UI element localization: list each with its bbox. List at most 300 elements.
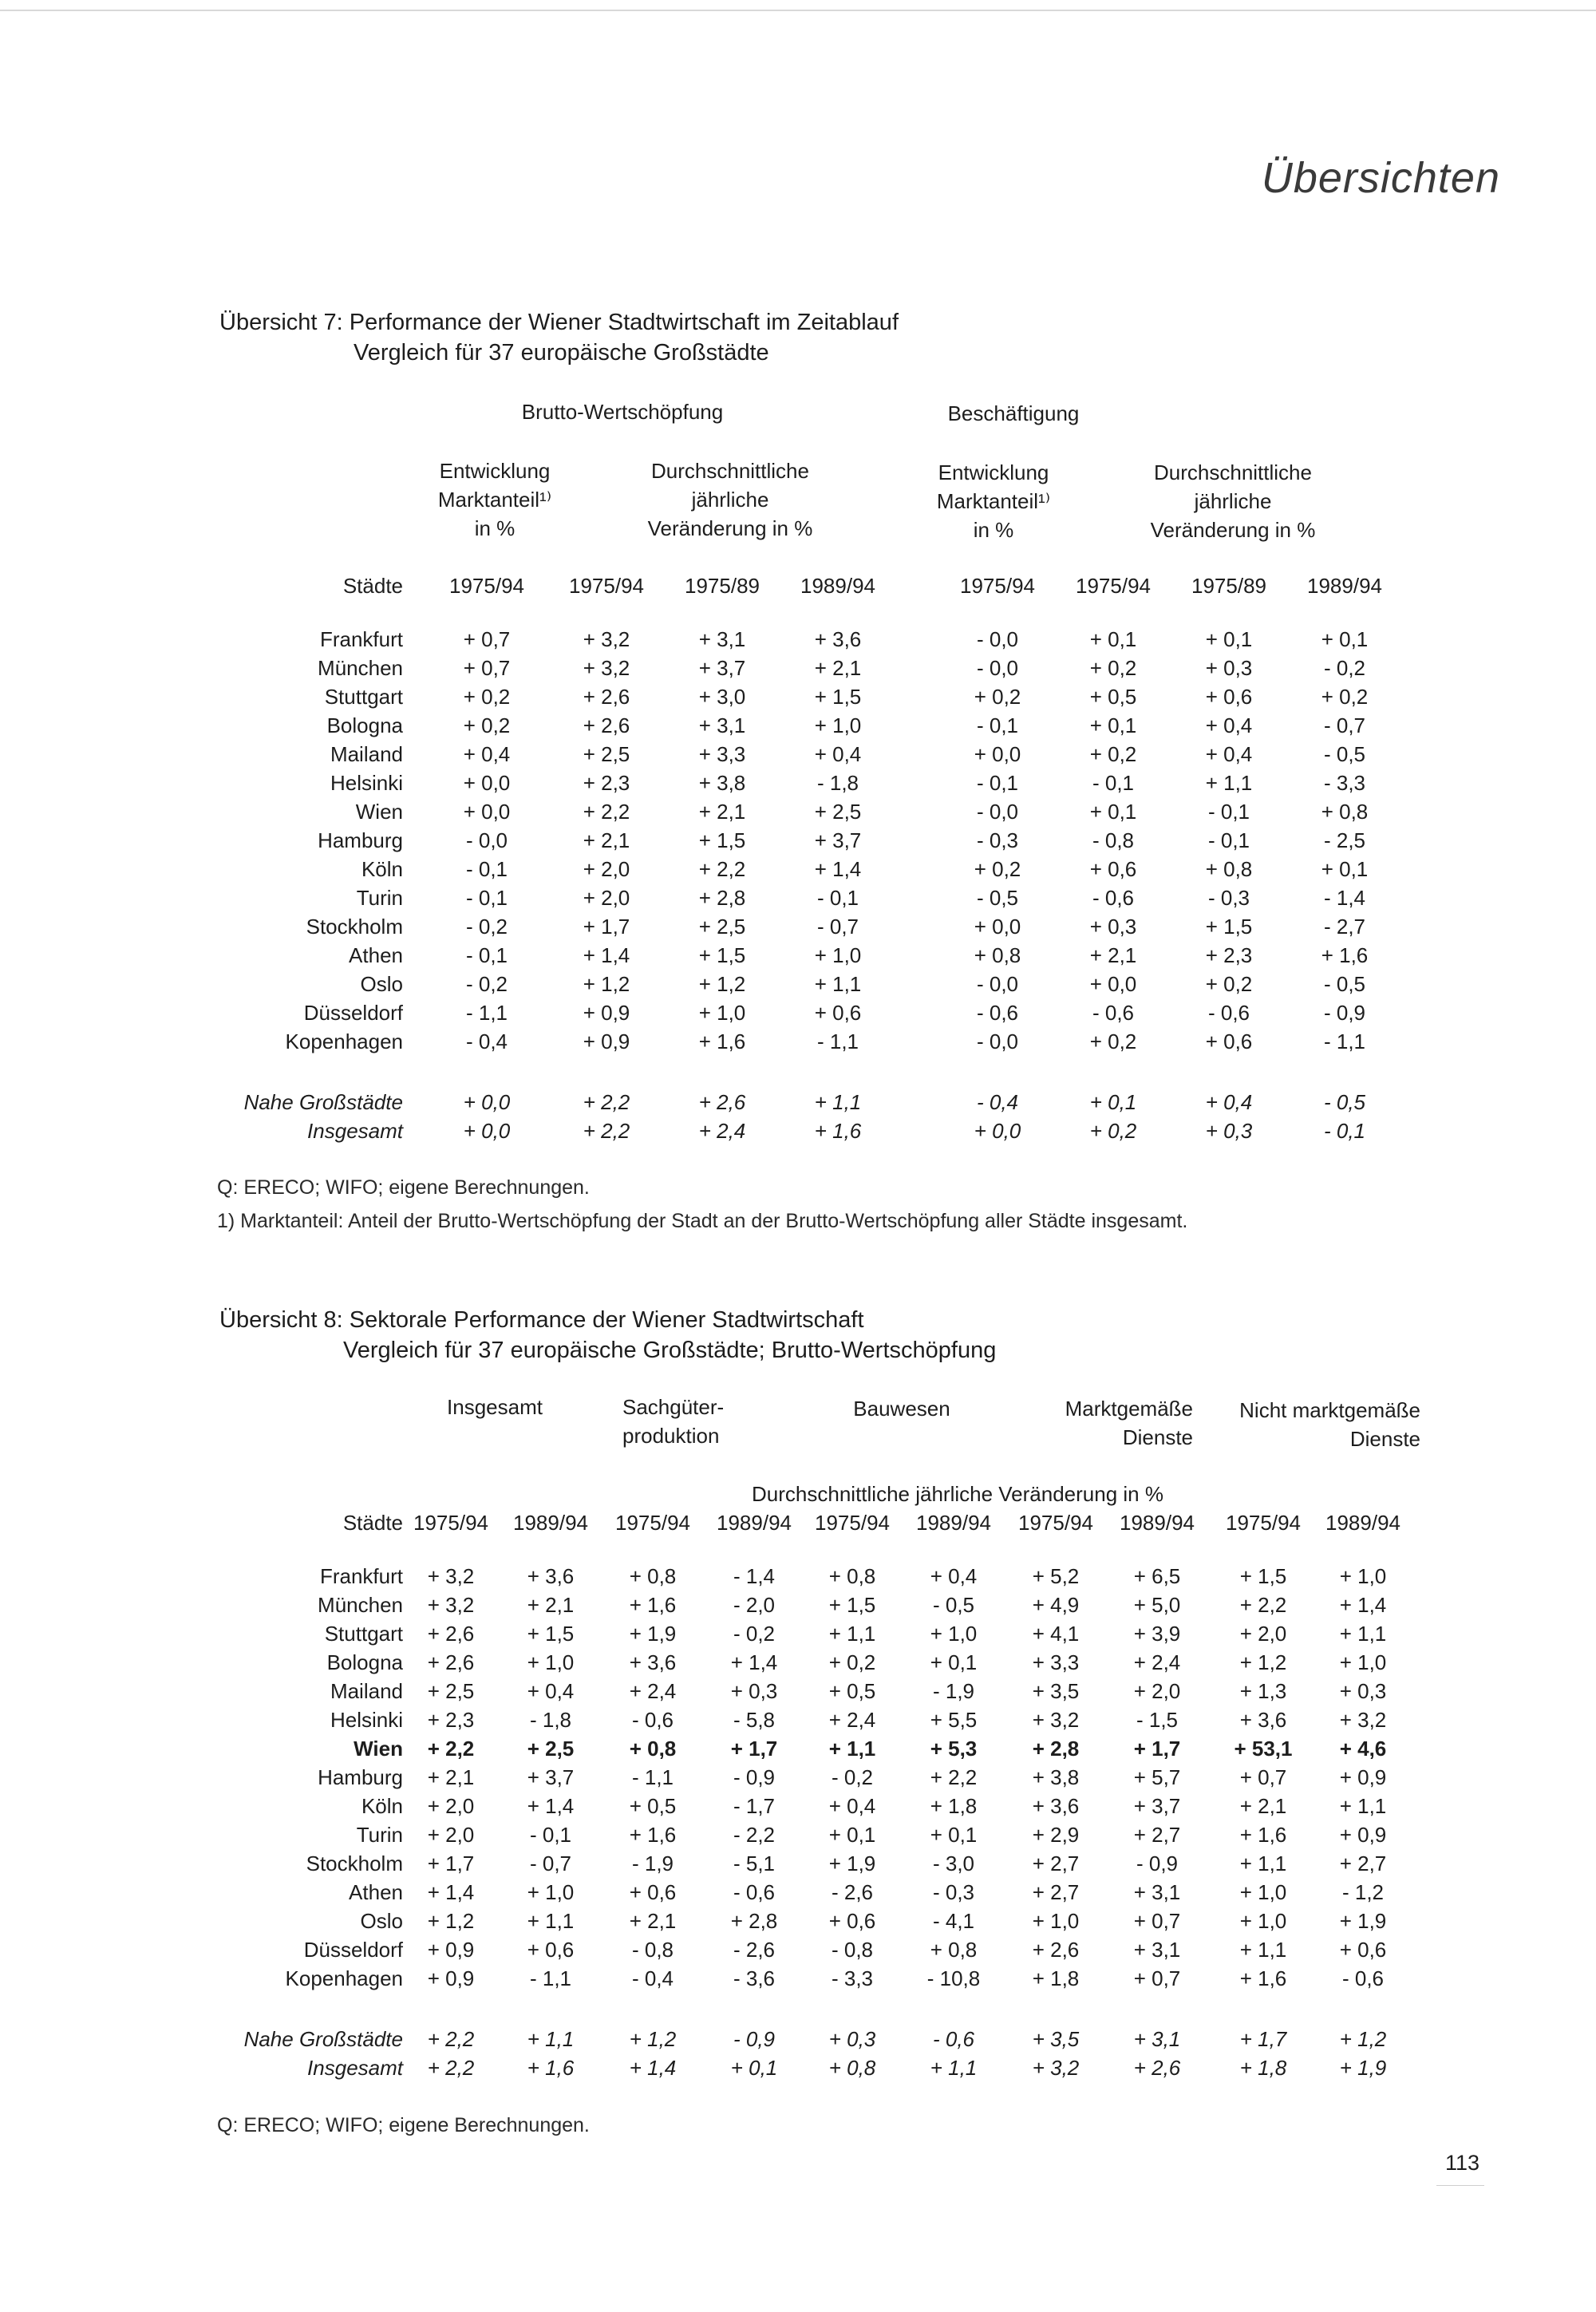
table-cell: + 1,9 bbox=[629, 1622, 677, 1646]
table-cell: + 3,2 bbox=[1032, 2056, 1080, 2080]
table-cell: - 2,0 bbox=[733, 1593, 776, 1617]
table-cell: + 5,2 bbox=[1032, 1564, 1080, 1588]
table-cell: + 2,7 bbox=[1339, 1852, 1387, 1875]
table-cell: + 5,5 bbox=[930, 1708, 978, 1732]
table-cell: + 0,1 bbox=[1089, 1090, 1137, 1114]
table-cell: + 2,0 bbox=[427, 1794, 475, 1818]
table-cell: + 1,5 bbox=[1205, 915, 1253, 939]
table8-sector-marktgemaess bbox=[1009, 1394, 1193, 1452]
table-cell: + 1,7 bbox=[583, 915, 630, 939]
table-cell: + 1,6 bbox=[629, 1823, 677, 1847]
table-cell: + 0,5 bbox=[1089, 685, 1137, 709]
table-cell: + 0,5 bbox=[629, 1794, 677, 1818]
table-row bbox=[0, 912, 1596, 941]
table-cell: + 0,2 bbox=[974, 685, 1021, 709]
table-cell: + 2,0 bbox=[1239, 1622, 1287, 1646]
period-header: 1975/94 bbox=[960, 574, 1035, 598]
sector-line: Bauwesen bbox=[853, 1397, 950, 1421]
table-cell: + 0,3 bbox=[1205, 656, 1253, 680]
table-cell: + 3,6 bbox=[1032, 1794, 1080, 1818]
table-cell: + 0,6 bbox=[814, 1001, 862, 1025]
table7-sub-durchschnitt-besch bbox=[1129, 458, 1337, 544]
table-cell: + 3,2 bbox=[583, 656, 630, 680]
table-cell: + 1,9 bbox=[828, 1852, 876, 1875]
sector-line: Dienste bbox=[1122, 1425, 1193, 1449]
table-cell: + 2,2 bbox=[427, 2027, 475, 2051]
row-city: Frankfurt bbox=[319, 1564, 403, 1588]
table-row bbox=[0, 625, 1596, 654]
table-cell: - 1,8 bbox=[529, 1708, 572, 1732]
table-cell: + 2,6 bbox=[1032, 1938, 1080, 1962]
table-cell: + 2,0 bbox=[583, 857, 630, 881]
table-cell: + 0,2 bbox=[463, 685, 511, 709]
table-cell: + 1,0 bbox=[930, 1622, 978, 1646]
table-row bbox=[0, 1027, 1596, 1056]
table-cell: - 0,1 bbox=[465, 943, 508, 967]
table-cell: + 0,8 bbox=[930, 1938, 978, 1962]
table-cell: + 0,2 bbox=[463, 713, 511, 737]
row-city: Kopenhagen bbox=[285, 1030, 403, 1053]
period-header: 1989/94 bbox=[916, 1511, 991, 1535]
table-cell: + 1,4 bbox=[814, 857, 862, 881]
period-header: 1989/94 bbox=[1325, 1511, 1400, 1535]
table-row bbox=[0, 1734, 1596, 1763]
table-cell: + 1,2 bbox=[1339, 2027, 1387, 2051]
table-cell: + 1,0 bbox=[814, 943, 862, 967]
period-header: 1989/94 bbox=[1307, 574, 1382, 598]
table-cell: + 1,9 bbox=[1339, 1909, 1387, 1933]
table-cell: + 1,4 bbox=[583, 943, 630, 967]
sub-line: Entwicklung bbox=[938, 460, 1049, 484]
row-city: Frankfurt bbox=[319, 627, 403, 651]
table-cell: + 3,5 bbox=[1032, 2027, 1080, 2051]
period-header: 1975/94 bbox=[1076, 574, 1151, 598]
table7-summary bbox=[0, 1088, 1596, 1145]
table-cell: - 0,1 bbox=[1092, 771, 1135, 795]
table-cell: + 2,2 bbox=[1239, 1593, 1287, 1617]
table-cell: + 1,2 bbox=[1239, 1650, 1287, 1674]
row-city: Mailand bbox=[330, 1679, 403, 1703]
table-cell: + 3,7 bbox=[814, 828, 862, 852]
period-header: 1989/94 bbox=[717, 1511, 792, 1535]
table-cell: - 0,2 bbox=[1323, 656, 1366, 680]
row-city: Hamburg bbox=[318, 828, 403, 852]
row-city: Stockholm bbox=[306, 915, 403, 939]
table8-title-line1: Übersicht 8: Sektorale Performance der Wiener Stadtwirtschaft bbox=[219, 1307, 864, 1333]
table-cell: - 0,3 bbox=[932, 1880, 975, 1904]
table-cell: + 0,9 bbox=[583, 1030, 630, 1053]
row-city: Helsinki bbox=[330, 1708, 403, 1732]
table-cell: + 0,6 bbox=[1205, 1030, 1253, 1053]
table-cell: + 2,7 bbox=[1032, 1880, 1080, 1904]
table8-sector-nicht-marktgemaess bbox=[1213, 1396, 1420, 1453]
table-cell: - 1,9 bbox=[631, 1852, 674, 1875]
table-cell: - 0,6 bbox=[976, 1001, 1019, 1025]
table-cell: + 0,9 bbox=[427, 1966, 475, 1990]
table-cell: + 0,8 bbox=[629, 1737, 677, 1761]
table-cell: - 0,1 bbox=[1323, 1119, 1366, 1143]
table-cell: + 2,1 bbox=[629, 1909, 677, 1933]
table-cell: + 0,8 bbox=[1321, 800, 1369, 824]
table7-source: Q: ERECO; WIFO; eigene Berechnungen. bbox=[217, 1176, 590, 1199]
period-header: 1975/94 bbox=[449, 574, 524, 598]
row-city: Köln bbox=[361, 857, 403, 881]
table-cell: + 1,1 bbox=[828, 1737, 876, 1761]
page-number: 113 bbox=[1444, 2151, 1479, 2175]
table-cell: - 1,1 bbox=[465, 1001, 508, 1025]
table-row bbox=[0, 1088, 1596, 1116]
row-city: Hamburg bbox=[318, 1765, 403, 1789]
table-cell: + 1,6 bbox=[1321, 943, 1369, 967]
table-cell: + 3,2 bbox=[583, 627, 630, 651]
table8-title bbox=[219, 1305, 996, 1365]
table-cell: - 0,5 bbox=[1323, 972, 1366, 996]
table-cell: + 1,1 bbox=[1239, 1852, 1287, 1875]
table-cell: + 3,2 bbox=[1339, 1708, 1387, 1732]
table-cell: + 1,8 bbox=[930, 1794, 978, 1818]
table-cell: - 0,1 bbox=[465, 857, 508, 881]
table-cell: + 3,5 bbox=[1032, 1679, 1080, 1703]
table-cell: + 2,2 bbox=[698, 857, 746, 881]
sub-line: Veränderung in % bbox=[647, 516, 813, 540]
table-cell: + 2,1 bbox=[698, 800, 746, 824]
row-city: Stockholm bbox=[306, 1852, 403, 1875]
table7-sub-entwicklung-besch bbox=[914, 458, 1073, 544]
period-header: 1975/94 bbox=[615, 1511, 690, 1535]
table-row bbox=[0, 855, 1596, 883]
table-cell: + 1,5 bbox=[1239, 1564, 1287, 1588]
table-cell: + 0,7 bbox=[463, 656, 511, 680]
table7-title-line1: Übersicht 7: Performance der Wiener Stadtwirtschaft im Zeitablauf bbox=[219, 310, 899, 335]
table-cell: + 1,6 bbox=[1239, 1966, 1287, 1990]
table-cell: + 0,5 bbox=[828, 1679, 876, 1703]
row-city: Helsinki bbox=[330, 771, 403, 795]
table-cell: + 2,6 bbox=[427, 1622, 475, 1646]
table8-sector-insgesamt bbox=[415, 1393, 575, 1421]
table-cell: + 1,4 bbox=[427, 1880, 475, 1904]
table-cell: - 0,1 bbox=[1207, 800, 1250, 824]
table-row bbox=[0, 769, 1596, 797]
table-cell: + 0,1 bbox=[1321, 627, 1369, 651]
table-cell: + 1,5 bbox=[828, 1593, 876, 1617]
table-cell: - 1,4 bbox=[1323, 886, 1366, 910]
table-cell: + 5,7 bbox=[1133, 1765, 1181, 1789]
table-cell: + 3,8 bbox=[698, 771, 746, 795]
table-cell: + 2,1 bbox=[527, 1593, 575, 1617]
row-city: Bologna bbox=[326, 1650, 403, 1674]
table-cell: + 0,2 bbox=[1089, 1030, 1137, 1053]
table-cell: - 3,3 bbox=[1323, 771, 1366, 795]
table-cell: + 3,0 bbox=[698, 685, 746, 709]
table-cell: + 1,0 bbox=[1339, 1564, 1387, 1588]
period-header: 1989/94 bbox=[800, 574, 875, 598]
table-row bbox=[0, 682, 1596, 711]
table8-title-line2: Vergleich für 37 europäische Großstädte; Brutto-Wertschöpfung bbox=[343, 1338, 997, 1363]
table-cell: + 1,6 bbox=[527, 2056, 575, 2080]
table-cell: + 2,5 bbox=[427, 1679, 475, 1703]
table8-summary bbox=[0, 2025, 1596, 2082]
table-cell: + 3,6 bbox=[629, 1650, 677, 1674]
table-cell: - 1,1 bbox=[631, 1765, 674, 1789]
sub-line: Marktanteil¹⁾ bbox=[437, 488, 552, 512]
table-row bbox=[0, 1935, 1596, 1964]
page-number-rule bbox=[1436, 2185, 1484, 2186]
table-cell: + 1,6 bbox=[814, 1119, 862, 1143]
table-cell: + 1,1 bbox=[1239, 1938, 1287, 1962]
table-cell: + 0,8 bbox=[828, 1564, 876, 1588]
table-cell: + 4,6 bbox=[1339, 1737, 1387, 1761]
table-cell: - 0,9 bbox=[1323, 1001, 1366, 1025]
table-cell: + 2,1 bbox=[583, 828, 630, 852]
table-cell: - 1,4 bbox=[733, 1564, 776, 1588]
table-cell: + 3,8 bbox=[1032, 1765, 1080, 1789]
table-cell: + 1,6 bbox=[629, 1593, 677, 1617]
table-cell: + 0,1 bbox=[930, 1650, 978, 1674]
table-cell: - 0,9 bbox=[1136, 1852, 1179, 1875]
table-cell: + 0,1 bbox=[1089, 713, 1137, 737]
table-cell: + 0,1 bbox=[930, 1823, 978, 1847]
table-cell: - 0,6 bbox=[1092, 1001, 1135, 1025]
table-cell: + 1,4 bbox=[629, 2056, 677, 2080]
period-header: 1989/94 bbox=[1120, 1511, 1195, 1535]
table-cell: + 3,3 bbox=[1032, 1650, 1080, 1674]
table8-sector-sachgueter bbox=[622, 1393, 782, 1450]
table-row bbox=[0, 711, 1596, 740]
table-cell: + 2,3 bbox=[1205, 943, 1253, 967]
table-cell: + 1,2 bbox=[629, 2027, 677, 2051]
period-header: 1975/94 bbox=[1226, 1511, 1301, 1535]
row-city: Turin bbox=[356, 1823, 403, 1847]
table7-title-line2: Vergleich für 37 europäische Großstädte bbox=[354, 340, 769, 366]
table-cell: + 0,4 bbox=[527, 1679, 575, 1703]
table-cell: - 0,6 bbox=[1207, 1001, 1250, 1025]
table-cell: + 2,8 bbox=[1032, 1737, 1080, 1761]
table-cell: + 0,2 bbox=[974, 857, 1021, 881]
table-cell: + 2,7 bbox=[1032, 1852, 1080, 1875]
table-cell: + 5,0 bbox=[1133, 1593, 1181, 1617]
table-cell: + 2,8 bbox=[730, 1909, 778, 1933]
table-row bbox=[0, 1677, 1596, 1705]
table-cell: - 0,1 bbox=[465, 886, 508, 910]
table-cell: + 0,9 bbox=[1339, 1765, 1387, 1789]
row-city: Oslo bbox=[360, 972, 403, 996]
table-cell: - 0,7 bbox=[529, 1852, 572, 1875]
table-row bbox=[0, 1964, 1596, 1993]
table7-group-bws: Brutto-Wertschöpfung bbox=[521, 400, 724, 424]
table7-body bbox=[0, 625, 1596, 1056]
table-row bbox=[0, 1820, 1596, 1849]
table-cell: + 1,5 bbox=[814, 685, 862, 709]
table-cell: + 1,1 bbox=[527, 2027, 575, 2051]
table-cell: + 0,4 bbox=[828, 1794, 876, 1818]
table-cell: + 0,1 bbox=[1205, 627, 1253, 651]
table-cell: + 1,4 bbox=[527, 1794, 575, 1818]
table-cell: - 1,5 bbox=[1136, 1708, 1179, 1732]
period-header: 1975/94 bbox=[569, 574, 644, 598]
row-city: Insgesamt bbox=[307, 2056, 403, 2080]
sub-line: Entwicklung bbox=[439, 459, 551, 483]
table-cell: + 0,9 bbox=[427, 1938, 475, 1962]
table-cell: + 0,6 bbox=[1089, 857, 1137, 881]
table-cell: - 0,1 bbox=[976, 771, 1019, 795]
table-cell: + 2,0 bbox=[1133, 1679, 1181, 1703]
table-cell: + 1,1 bbox=[1339, 1622, 1387, 1646]
sub-line: jährliche bbox=[1194, 489, 1272, 513]
table-cell: + 2,5 bbox=[527, 1737, 575, 1761]
table-cell: + 0,7 bbox=[1239, 1765, 1287, 1789]
table-cell: + 1,2 bbox=[427, 1909, 475, 1933]
table-cell: - 0,1 bbox=[1207, 828, 1250, 852]
table-cell: + 0,2 bbox=[1089, 656, 1137, 680]
row-city: Kopenhagen bbox=[285, 1966, 403, 1990]
table-cell: + 0,8 bbox=[629, 1564, 677, 1588]
table-cell: - 0,1 bbox=[976, 713, 1019, 737]
table-cell: - 0,5 bbox=[932, 1593, 975, 1617]
sub-line: in % bbox=[474, 516, 516, 540]
table-cell: + 4,1 bbox=[1032, 1622, 1080, 1646]
table8-sector-bauwesen bbox=[822, 1394, 982, 1423]
table-cell: + 1,5 bbox=[698, 828, 746, 852]
table-cell: - 2,6 bbox=[831, 1880, 874, 1904]
table-row bbox=[0, 1763, 1596, 1792]
table-cell: + 2,6 bbox=[583, 685, 630, 709]
sub-line: Durchschnittliche bbox=[651, 459, 809, 483]
period-header: 1975/89 bbox=[685, 574, 760, 598]
table-row bbox=[0, 1849, 1596, 1878]
table-row bbox=[0, 970, 1596, 998]
table-cell: - 1,8 bbox=[816, 771, 859, 795]
row-city: München bbox=[318, 656, 403, 680]
table-cell: + 3,7 bbox=[1133, 1794, 1181, 1818]
row-city: Oslo bbox=[360, 1909, 403, 1933]
table-cell: - 0,5 bbox=[976, 886, 1019, 910]
table-cell: - 0,2 bbox=[831, 1765, 874, 1789]
table-cell: - 0,8 bbox=[831, 1938, 874, 1962]
table-cell: + 0,3 bbox=[1205, 1119, 1253, 1143]
table-cell: + 3,2 bbox=[427, 1593, 475, 1617]
table-cell: + 0,6 bbox=[629, 1880, 677, 1904]
table-cell: + 2,2 bbox=[583, 1119, 630, 1143]
table-cell: + 1,7 bbox=[1133, 1737, 1181, 1761]
table-cell: + 2,7 bbox=[1133, 1823, 1181, 1847]
table-cell: + 2,0 bbox=[427, 1823, 475, 1847]
table-cell: + 1,1 bbox=[814, 1090, 862, 1114]
table-cell: + 2,3 bbox=[427, 1708, 475, 1732]
table-cell: + 0,7 bbox=[1133, 1966, 1181, 1990]
table-cell: + 0,9 bbox=[583, 1001, 630, 1025]
table-cell: - 2,5 bbox=[1323, 828, 1366, 852]
table-cell: + 0,1 bbox=[730, 2056, 778, 2080]
table-cell: + 0,0 bbox=[463, 1090, 511, 1114]
table-cell: + 2,2 bbox=[930, 1765, 978, 1789]
table-cell: + 0,3 bbox=[1339, 1679, 1387, 1703]
row-city: Nahe Großstädte bbox=[243, 1090, 403, 1114]
table-cell: - 0,9 bbox=[733, 1765, 776, 1789]
table-cell: + 2,2 bbox=[427, 2056, 475, 2080]
table-cell: - 0,0 bbox=[976, 800, 1019, 824]
section-title: Übersichten bbox=[1261, 154, 1500, 202]
table-cell: + 5,3 bbox=[930, 1737, 978, 1761]
row-city: München bbox=[318, 1593, 403, 1617]
table-cell: - 0,6 bbox=[1092, 886, 1135, 910]
table-cell: + 1,1 bbox=[1205, 771, 1253, 795]
row-city: Athen bbox=[349, 1880, 403, 1904]
sector-line: Dienste bbox=[1349, 1427, 1420, 1451]
row-city: Stuttgart bbox=[324, 1622, 403, 1646]
table-cell: + 0,1 bbox=[828, 1823, 876, 1847]
table-cell: - 1,1 bbox=[1323, 1030, 1366, 1053]
table-cell: - 0,2 bbox=[733, 1622, 776, 1646]
row-city: Wien bbox=[354, 1737, 403, 1761]
table-cell: - 0,4 bbox=[631, 1966, 674, 1990]
table-cell: - 0,0 bbox=[465, 828, 508, 852]
sub-line: Veränderung in % bbox=[1150, 518, 1316, 542]
table-cell: + 3,7 bbox=[698, 656, 746, 680]
table-cell: + 0,0 bbox=[463, 1119, 511, 1143]
table-cell: - 0,4 bbox=[465, 1030, 508, 1053]
period-header: 1975/94 bbox=[413, 1511, 488, 1535]
sector-line: Sachgüter- bbox=[622, 1395, 725, 1419]
stub-label: Städte bbox=[342, 1511, 403, 1535]
table7-sub-entwicklung-bws bbox=[415, 456, 575, 543]
table-cell: + 1,0 bbox=[1239, 1880, 1287, 1904]
table-cell: - 1,1 bbox=[816, 1030, 859, 1053]
table7-sub-durchschnitt-bws bbox=[630, 456, 830, 543]
table-cell: + 3,1 bbox=[1133, 1880, 1181, 1904]
table-cell: - 0,0 bbox=[976, 972, 1019, 996]
table-row bbox=[0, 1705, 1596, 1734]
table7-group-beschaeftigung: Beschäftigung bbox=[947, 401, 1080, 425]
top-rule bbox=[0, 10, 1596, 11]
table7-footnote: 1) Marktanteil: Anteil der Brutto-Wertschöpfung der Stadt an der Brutto-Wertschöpfung aller Städte insgesamt. bbox=[217, 1210, 1188, 1232]
table-cell: + 1,8 bbox=[1239, 2056, 1287, 2080]
table7-period-header bbox=[0, 571, 1596, 600]
table-cell: + 1,1 bbox=[930, 2056, 978, 2080]
row-city: Athen bbox=[349, 943, 403, 967]
table-cell: + 1,0 bbox=[1032, 1909, 1080, 1933]
table-cell: + 2,5 bbox=[814, 800, 862, 824]
table-row bbox=[0, 1619, 1596, 1648]
table8-body bbox=[0, 1562, 1596, 1993]
table-cell: + 2,3 bbox=[583, 771, 630, 795]
table-cell: + 0,1 bbox=[1089, 627, 1137, 651]
row-city: Mailand bbox=[330, 742, 403, 766]
table-cell: - 0,6 bbox=[932, 2027, 975, 2051]
table-cell: + 53,1 bbox=[1234, 1737, 1293, 1761]
table-cell: + 0,6 bbox=[828, 1909, 876, 1933]
table-row bbox=[0, 1907, 1596, 1935]
table-cell: - 0,4 bbox=[976, 1090, 1019, 1114]
table-cell: + 2,5 bbox=[698, 915, 746, 939]
table-row bbox=[0, 1116, 1596, 1145]
table-cell: - 10,8 bbox=[926, 1966, 981, 1990]
sector-line: Marktgemäße bbox=[1065, 1397, 1193, 1421]
table-cell: + 1,2 bbox=[583, 972, 630, 996]
row-city: Düsseldorf bbox=[303, 1001, 403, 1025]
table-cell: + 1,4 bbox=[730, 1650, 778, 1674]
table-cell: + 6,5 bbox=[1133, 1564, 1181, 1588]
table-cell: - 0,0 bbox=[976, 627, 1019, 651]
table-cell: + 4,9 bbox=[1032, 1593, 1080, 1617]
table-cell: + 1,2 bbox=[698, 972, 746, 996]
table-cell: + 1,1 bbox=[814, 972, 862, 996]
table-cell: + 1,7 bbox=[1239, 2027, 1287, 2051]
table-cell: + 2,0 bbox=[583, 886, 630, 910]
table-cell: + 2,1 bbox=[814, 656, 862, 680]
table-cell: + 0,8 bbox=[828, 2056, 876, 2080]
period-header: 1989/94 bbox=[513, 1511, 588, 1535]
row-city: Düsseldorf bbox=[303, 1938, 403, 1962]
